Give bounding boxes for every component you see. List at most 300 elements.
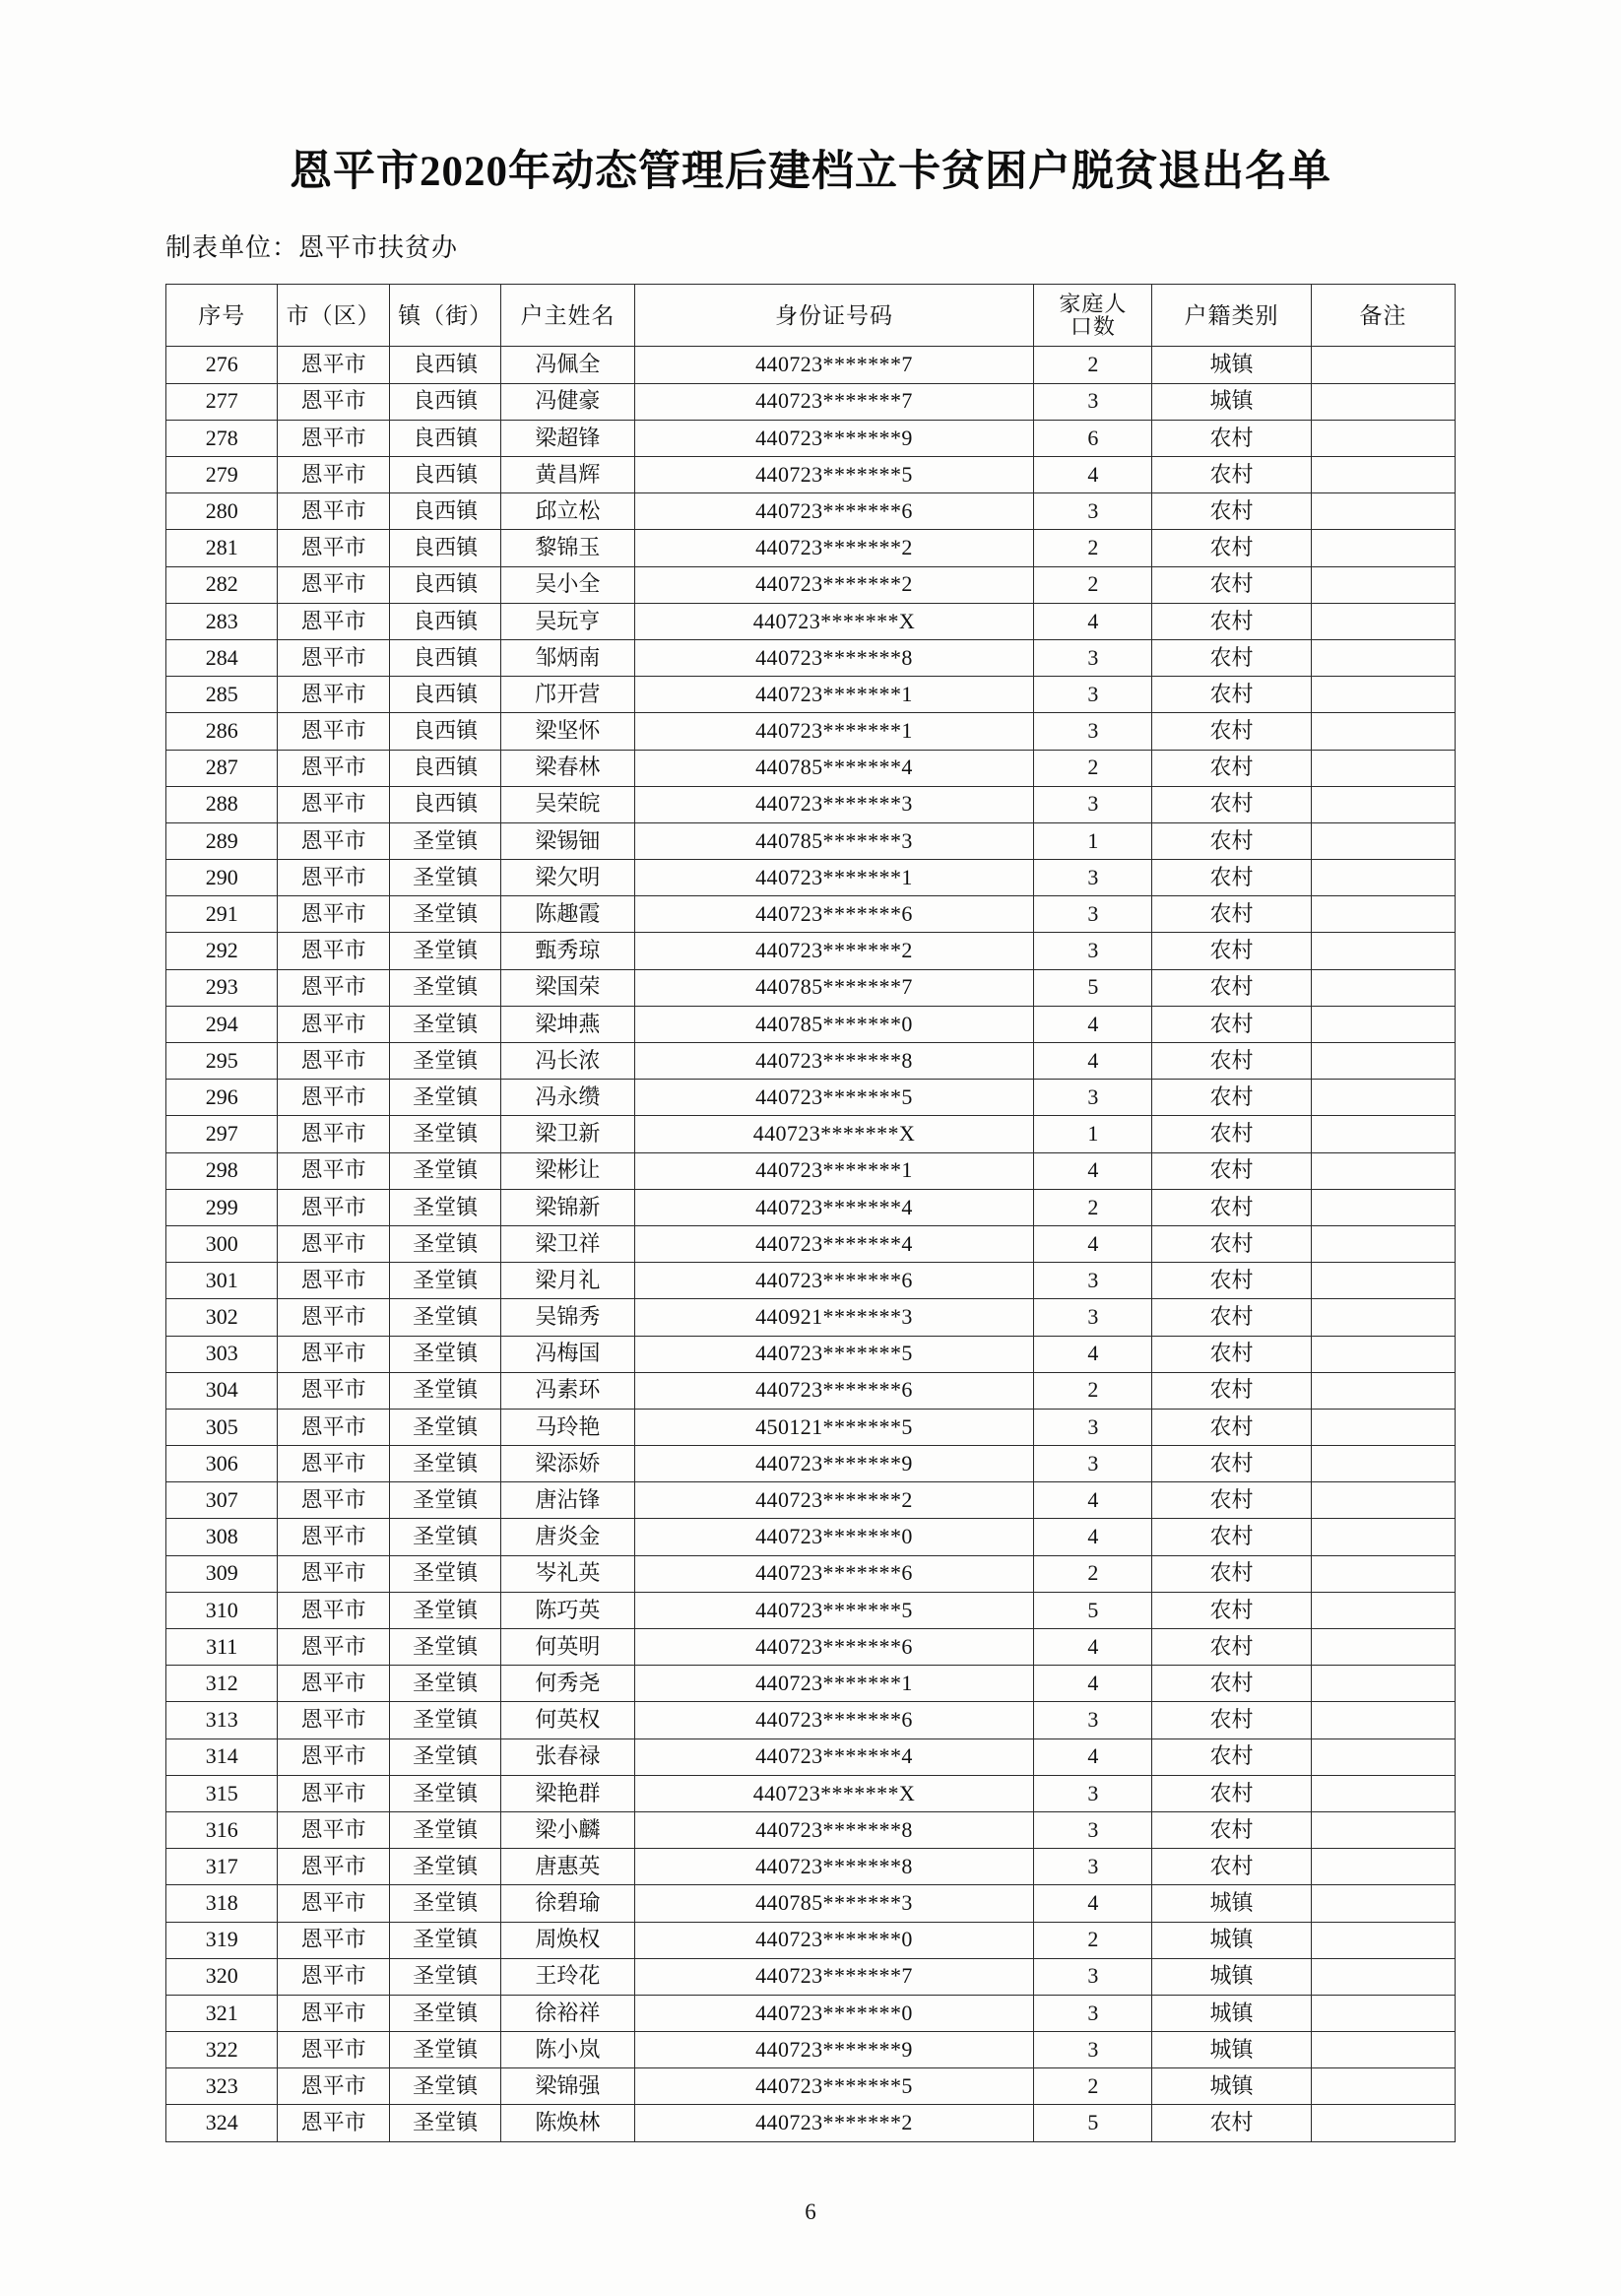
cell-city: 恩平市 (278, 1995, 389, 2031)
cell-town: 圣堂镇 (389, 1629, 500, 1666)
cell-town: 圣堂镇 (389, 1152, 500, 1189)
cell-seq: 287 (166, 750, 278, 786)
cell-city: 恩平市 (278, 2068, 389, 2105)
cell-household-population: 4 (1034, 1225, 1152, 1262)
cell-remark (1311, 969, 1455, 1006)
cell-householder-name: 吴锦秀 (501, 1299, 634, 1336)
cell-remark (1311, 1225, 1455, 1262)
cell-household-type: 城镇 (1152, 1995, 1311, 2031)
cell-remark (1311, 1555, 1455, 1592)
cell-city: 恩平市 (278, 822, 389, 859)
cell-remark (1311, 2105, 1455, 2141)
table-row (166, 1263, 1456, 1299)
cell-household-population: 3 (1034, 383, 1152, 420)
cell-remark (1311, 347, 1455, 383)
cell-seq: 312 (166, 1666, 278, 1702)
cell-town: 良西镇 (389, 347, 500, 383)
cell-household-type: 农村 (1152, 896, 1311, 933)
table-row (166, 1592, 1456, 1628)
cell-id-number: 440723*******X (634, 603, 1034, 639)
cell-city: 恩平市 (278, 383, 389, 420)
column-header-remark: 备注 (1311, 285, 1455, 347)
cell-remark (1311, 1152, 1455, 1189)
cell-city: 恩平市 (278, 1299, 389, 1336)
cell-householder-name: 岑礼英 (501, 1555, 634, 1592)
cell-household-type: 农村 (1152, 493, 1311, 530)
column-header-seq: 序号 (166, 285, 278, 347)
cell-id-number: 440723*******8 (634, 1811, 1034, 1848)
cell-household-type: 农村 (1152, 1043, 1311, 1080)
cell-city: 恩平市 (278, 1372, 389, 1409)
cell-household-type: 农村 (1152, 1225, 1311, 1262)
cell-town: 圣堂镇 (389, 1592, 500, 1628)
table-row (166, 860, 1456, 896)
cell-seq: 277 (166, 383, 278, 420)
cell-town: 良西镇 (389, 603, 500, 639)
cell-household-type: 农村 (1152, 1811, 1311, 1848)
cell-household-type: 农村 (1152, 750, 1311, 786)
cell-remark (1311, 1702, 1455, 1738)
cell-seq: 299 (166, 1189, 278, 1225)
cell-town: 圣堂镇 (389, 1666, 500, 1702)
cell-remark (1311, 1738, 1455, 1775)
cell-city: 恩平市 (278, 1922, 389, 1958)
table-row (166, 457, 1456, 493)
cell-household-population: 3 (1034, 1958, 1152, 1995)
cell-seq: 319 (166, 1922, 278, 1958)
cell-town: 良西镇 (389, 786, 500, 822)
cell-city: 恩平市 (278, 1666, 389, 1702)
cell-town: 圣堂镇 (389, 1116, 500, 1152)
cell-town: 良西镇 (389, 493, 500, 530)
cell-city: 恩平市 (278, 1958, 389, 1995)
cell-remark (1311, 603, 1455, 639)
cell-household-population: 3 (1034, 933, 1152, 969)
column-header-household-population (1034, 285, 1152, 347)
cell-city: 恩平市 (278, 1555, 389, 1592)
table-row (166, 493, 1456, 530)
cell-householder-name: 徐裕祥 (501, 1995, 634, 2031)
cell-household-type: 农村 (1152, 1446, 1311, 1482)
cell-id-number: 440723*******2 (634, 1482, 1034, 1519)
cell-town: 圣堂镇 (389, 933, 500, 969)
cell-seq: 298 (166, 1152, 278, 1189)
cell-id-number: 440723*******7 (634, 347, 1034, 383)
cell-householder-name: 何秀尧 (501, 1666, 634, 1702)
cell-id-number: 440785*******3 (634, 822, 1034, 859)
cell-householder-name: 陈巧英 (501, 1592, 634, 1628)
cell-householder-name: 陈焕林 (501, 2105, 634, 2141)
cell-remark (1311, 822, 1455, 859)
cell-householder-name: 冯长浓 (501, 1043, 634, 1080)
cell-household-population: 2 (1034, 750, 1152, 786)
cell-household-type: 农村 (1152, 1116, 1311, 1152)
cell-town: 圣堂镇 (389, 1775, 500, 1811)
cell-householder-name: 梁添娇 (501, 1446, 634, 1482)
cell-household-population: 4 (1034, 603, 1152, 639)
cell-city: 恩平市 (278, 933, 389, 969)
cell-city: 恩平市 (278, 1116, 389, 1152)
table-row (166, 969, 1456, 1006)
cell-householder-name: 唐惠英 (501, 1849, 634, 1885)
cell-household-population: 5 (1034, 1592, 1152, 1628)
table-row (166, 1299, 1456, 1336)
cell-household-population: 4 (1034, 457, 1152, 493)
cell-remark (1311, 493, 1455, 530)
cell-id-number: 440723*******4 (634, 1189, 1034, 1225)
cell-id-number: 440723*******4 (634, 1225, 1034, 1262)
cell-householder-name: 唐炎金 (501, 1519, 634, 1555)
cell-seq: 293 (166, 969, 278, 1006)
table-row (166, 786, 1456, 822)
table-row (166, 1152, 1456, 1189)
cell-seq: 300 (166, 1225, 278, 1262)
cell-householder-name: 黄昌辉 (501, 457, 634, 493)
cell-id-number: 440723*******9 (634, 420, 1034, 456)
cell-id-number: 440723*******7 (634, 383, 1034, 420)
cell-remark (1311, 677, 1455, 713)
cell-household-type: 农村 (1152, 530, 1311, 566)
cell-seq: 276 (166, 347, 278, 383)
cell-seq: 316 (166, 1811, 278, 1848)
cell-town: 良西镇 (389, 713, 500, 750)
cell-household-type: 农村 (1152, 1336, 1311, 1372)
cell-id-number: 440723*******5 (634, 2068, 1034, 2105)
cell-town: 圣堂镇 (389, 1958, 500, 1995)
cell-household-type: 农村 (1152, 457, 1311, 493)
cell-id-number: 440723*******3 (634, 786, 1034, 822)
cell-city: 恩平市 (278, 1629, 389, 1666)
cell-city: 恩平市 (278, 1775, 389, 1811)
table-row (166, 1811, 1456, 1848)
cell-remark (1311, 1775, 1455, 1811)
cell-city: 恩平市 (278, 677, 389, 713)
cell-householder-name: 梁锦新 (501, 1189, 634, 1225)
table-row (166, 1555, 1456, 1592)
cell-town: 良西镇 (389, 420, 500, 456)
cell-town: 圣堂镇 (389, 1189, 500, 1225)
cell-household-type: 农村 (1152, 1666, 1311, 1702)
cell-household-population: 1 (1034, 822, 1152, 859)
cell-householder-name: 梁卫新 (501, 1116, 634, 1152)
cell-town: 良西镇 (389, 566, 500, 603)
cell-city: 恩平市 (278, 639, 389, 676)
cell-town: 圣堂镇 (389, 1995, 500, 2031)
cell-city: 恩平市 (278, 1225, 389, 1262)
cell-town: 圣堂镇 (389, 1372, 500, 1409)
cell-id-number: 440723*******6 (634, 1629, 1034, 1666)
cell-household-population: 2 (1034, 1189, 1152, 1225)
cell-seq: 311 (166, 1629, 278, 1666)
table-row (166, 1006, 1456, 1042)
cell-town: 良西镇 (389, 383, 500, 420)
cell-seq: 313 (166, 1702, 278, 1738)
table-row (166, 1482, 1456, 1519)
cell-city: 恩平市 (278, 1446, 389, 1482)
table-row (166, 420, 1456, 456)
cell-seq: 290 (166, 860, 278, 896)
cell-town: 圣堂镇 (389, 1263, 500, 1299)
cell-seq: 280 (166, 493, 278, 530)
cell-town: 圣堂镇 (389, 1409, 500, 1445)
cell-remark (1311, 1666, 1455, 1702)
cell-city: 恩平市 (278, 1263, 389, 1299)
cell-town: 圣堂镇 (389, 2068, 500, 2105)
table-row (166, 347, 1456, 383)
cell-town: 圣堂镇 (389, 896, 500, 933)
cell-remark (1311, 1629, 1455, 1666)
table-row (166, 1775, 1456, 1811)
cell-city: 恩平市 (278, 530, 389, 566)
cell-household-type: 农村 (1152, 1372, 1311, 1409)
cell-seq: 315 (166, 1775, 278, 1811)
cell-town: 圣堂镇 (389, 1849, 500, 1885)
table-row (166, 1409, 1456, 1445)
cell-id-number: 440723*******6 (634, 1263, 1034, 1299)
cell-householder-name: 周焕权 (501, 1922, 634, 1958)
cell-householder-name: 冯梅国 (501, 1336, 634, 1372)
cell-city: 恩平市 (278, 1482, 389, 1519)
cell-town: 圣堂镇 (389, 1885, 500, 1922)
cell-id-number: 440723*******1 (634, 677, 1034, 713)
cell-city: 恩平市 (278, 1006, 389, 1042)
table-row (166, 1372, 1456, 1409)
cell-householder-name: 吴玩亨 (501, 603, 634, 639)
cell-household-type: 农村 (1152, 2105, 1311, 2141)
cell-household-population: 4 (1034, 1043, 1152, 1080)
cell-city: 恩平市 (278, 1811, 389, 1848)
cell-seq: 294 (166, 1006, 278, 1042)
cell-household-population: 6 (1034, 420, 1152, 456)
cell-household-population: 4 (1034, 1006, 1152, 1042)
cell-town: 圣堂镇 (389, 969, 500, 1006)
cell-remark (1311, 933, 1455, 969)
cell-town: 圣堂镇 (389, 1811, 500, 1848)
cell-householder-name: 张春禄 (501, 1738, 634, 1775)
cell-household-type: 农村 (1152, 1482, 1311, 1519)
cell-seq: 322 (166, 2032, 278, 2068)
cell-seq: 307 (166, 1482, 278, 1519)
cell-seq: 281 (166, 530, 278, 566)
table-row (166, 1885, 1456, 1922)
table-header (166, 285, 1456, 347)
cell-household-population: 3 (1034, 1263, 1152, 1299)
cell-id-number: 440723*******8 (634, 1043, 1034, 1080)
table-row (166, 1043, 1456, 1080)
cell-seq: 289 (166, 822, 278, 859)
cell-household-type: 城镇 (1152, 383, 1311, 420)
cell-city: 恩平市 (278, 1409, 389, 1445)
cell-household-type: 城镇 (1152, 1922, 1311, 1958)
cell-household-population: 4 (1034, 1885, 1152, 1922)
cell-seq: 292 (166, 933, 278, 969)
cell-id-number: 440723*******2 (634, 2105, 1034, 2141)
cell-household-type: 农村 (1152, 639, 1311, 676)
cell-remark (1311, 1849, 1455, 1885)
cell-city: 恩平市 (278, 1592, 389, 1628)
cell-household-population: 2 (1034, 347, 1152, 383)
table-row (166, 1738, 1456, 1775)
cell-id-number: 440723*******1 (634, 1152, 1034, 1189)
cell-household-population: 3 (1034, 896, 1152, 933)
table-header-row (166, 285, 1456, 347)
cell-remark (1311, 1519, 1455, 1555)
cell-householder-name: 冯永缵 (501, 1080, 634, 1116)
cell-seq: 310 (166, 1592, 278, 1628)
table-row (166, 713, 1456, 750)
cell-seq: 295 (166, 1043, 278, 1080)
cell-id-number: 440723*******8 (634, 1849, 1034, 1885)
cell-household-population: 3 (1034, 1409, 1152, 1445)
cell-household-population: 3 (1034, 786, 1152, 822)
cell-id-number: 440723*******0 (634, 1519, 1034, 1555)
table-row (166, 1336, 1456, 1372)
cell-town: 圣堂镇 (389, 1702, 500, 1738)
cell-householder-name: 陈小岚 (501, 2032, 634, 2068)
cell-remark (1311, 457, 1455, 493)
cell-town: 圣堂镇 (389, 2105, 500, 2141)
cell-remark (1311, 1922, 1455, 1958)
cell-remark (1311, 383, 1455, 420)
table-row (166, 1519, 1456, 1555)
cell-household-population: 1 (1034, 1116, 1152, 1152)
cell-seq: 296 (166, 1080, 278, 1116)
cell-id-number: 440723*******5 (634, 1592, 1034, 1628)
cell-id-number: 440921*******3 (634, 1299, 1034, 1336)
cell-town: 圣堂镇 (389, 1043, 500, 1080)
cell-household-population: 3 (1034, 1849, 1152, 1885)
table-row (166, 1116, 1456, 1152)
cell-household-type: 农村 (1152, 1592, 1311, 1628)
cell-seq: 320 (166, 1958, 278, 1995)
page-title: 恩平市2020年动态管理后建档立卡贫困户脱贫退出名单 (290, 149, 1331, 195)
cell-householder-name: 梁卫祥 (501, 1225, 634, 1262)
cell-seq: 323 (166, 2068, 278, 2105)
cell-householder-name: 梁锡钿 (501, 822, 634, 859)
cell-town: 圣堂镇 (389, 822, 500, 859)
cell-id-number: 440723*******8 (634, 639, 1034, 676)
cell-householder-name: 何英明 (501, 1629, 634, 1666)
cell-remark (1311, 1885, 1455, 1922)
page-number: 6 (805, 2199, 816, 2224)
cell-household-type: 农村 (1152, 822, 1311, 859)
cell-householder-name: 王玲花 (501, 1958, 634, 1995)
cell-city: 恩平市 (278, 420, 389, 456)
cell-remark (1311, 1006, 1455, 1042)
cell-seq: 314 (166, 1738, 278, 1775)
cell-town: 圣堂镇 (389, 2032, 500, 2068)
cell-city: 恩平市 (278, 1152, 389, 1189)
cell-seq: 286 (166, 713, 278, 750)
table-row (166, 1225, 1456, 1262)
cell-id-number: 440785*******0 (634, 1006, 1034, 1042)
cell-household-population: 3 (1034, 677, 1152, 713)
cell-remark (1311, 1189, 1455, 1225)
table-row (166, 603, 1456, 639)
cell-remark (1311, 639, 1455, 676)
cell-household-population: 4 (1034, 1519, 1152, 1555)
cell-household-population: 5 (1034, 969, 1152, 1006)
prepared-by-label: 制表单位：恩平市扶贫办 (165, 233, 459, 263)
cell-household-population: 5 (1034, 2105, 1152, 2141)
cell-city: 恩平市 (278, 2105, 389, 2141)
cell-household-population: 3 (1034, 1775, 1152, 1811)
cell-household-population: 4 (1034, 1629, 1152, 1666)
table-row (166, 822, 1456, 859)
cell-seq: 306 (166, 1446, 278, 1482)
table-row (166, 933, 1456, 969)
cell-seq: 304 (166, 1372, 278, 1409)
table-row (166, 677, 1456, 713)
table-row (166, 383, 1456, 420)
cell-householder-name: 梁春林 (501, 750, 634, 786)
cell-household-population: 4 (1034, 1482, 1152, 1519)
cell-household-population: 3 (1034, 713, 1152, 750)
table-row (166, 1629, 1456, 1666)
cell-town: 圣堂镇 (389, 1922, 500, 1958)
cell-household-population: 3 (1034, 2032, 1152, 2068)
cell-seq: 301 (166, 1263, 278, 1299)
cell-id-number: 440723*******2 (634, 530, 1034, 566)
cell-id-number: 440723*******0 (634, 1995, 1034, 2031)
cell-id-number: 440785*******7 (634, 969, 1034, 1006)
cell-id-number: 440723*******4 (634, 1738, 1034, 1775)
cell-city: 恩平市 (278, 1519, 389, 1555)
cell-id-number: 440723*******X (634, 1116, 1034, 1152)
cell-seq: 284 (166, 639, 278, 676)
cell-householder-name: 冯佩全 (501, 347, 634, 383)
cell-remark (1311, 1263, 1455, 1299)
cell-id-number: 440723*******6 (634, 1372, 1034, 1409)
cell-remark (1311, 566, 1455, 603)
cell-city: 恩平市 (278, 1043, 389, 1080)
table-row (166, 1958, 1456, 1995)
cell-household-type: 农村 (1152, 1702, 1311, 1738)
cell-town: 圣堂镇 (389, 1299, 500, 1336)
cell-householder-name: 梁艳群 (501, 1775, 634, 1811)
cell-id-number: 440785*******3 (634, 1885, 1034, 1922)
cell-household-population: 3 (1034, 1446, 1152, 1482)
cell-city: 恩平市 (278, 1189, 389, 1225)
table-row (166, 1189, 1456, 1225)
table-row (166, 896, 1456, 933)
cell-household-type: 农村 (1152, 1006, 1311, 1042)
cell-householder-name: 唐沾锋 (501, 1482, 634, 1519)
cell-town: 良西镇 (389, 677, 500, 713)
cell-seq: 317 (166, 1849, 278, 1885)
cell-householder-name: 吴小全 (501, 566, 634, 603)
cell-city: 恩平市 (278, 457, 389, 493)
cell-town: 圣堂镇 (389, 1006, 500, 1042)
cell-householder-name: 陈趣霞 (501, 896, 634, 933)
cell-remark (1311, 1116, 1455, 1152)
cell-household-type: 农村 (1152, 1299, 1311, 1336)
cell-household-type: 农村 (1152, 1263, 1311, 1299)
cell-town: 圣堂镇 (389, 1225, 500, 1262)
cell-town: 圣堂镇 (389, 860, 500, 896)
cell-household-population: 3 (1034, 860, 1152, 896)
cell-household-population: 2 (1034, 566, 1152, 603)
cell-householder-name: 甄秀琼 (501, 933, 634, 969)
cell-remark (1311, 786, 1455, 822)
cell-remark (1311, 750, 1455, 786)
cell-city: 恩平市 (278, 1702, 389, 1738)
cell-seq: 305 (166, 1409, 278, 1445)
cell-remark (1311, 1811, 1455, 1848)
cell-remark (1311, 1336, 1455, 1372)
cell-id-number: 440723*******1 (634, 860, 1034, 896)
cell-householder-name: 梁国荣 (501, 969, 634, 1006)
